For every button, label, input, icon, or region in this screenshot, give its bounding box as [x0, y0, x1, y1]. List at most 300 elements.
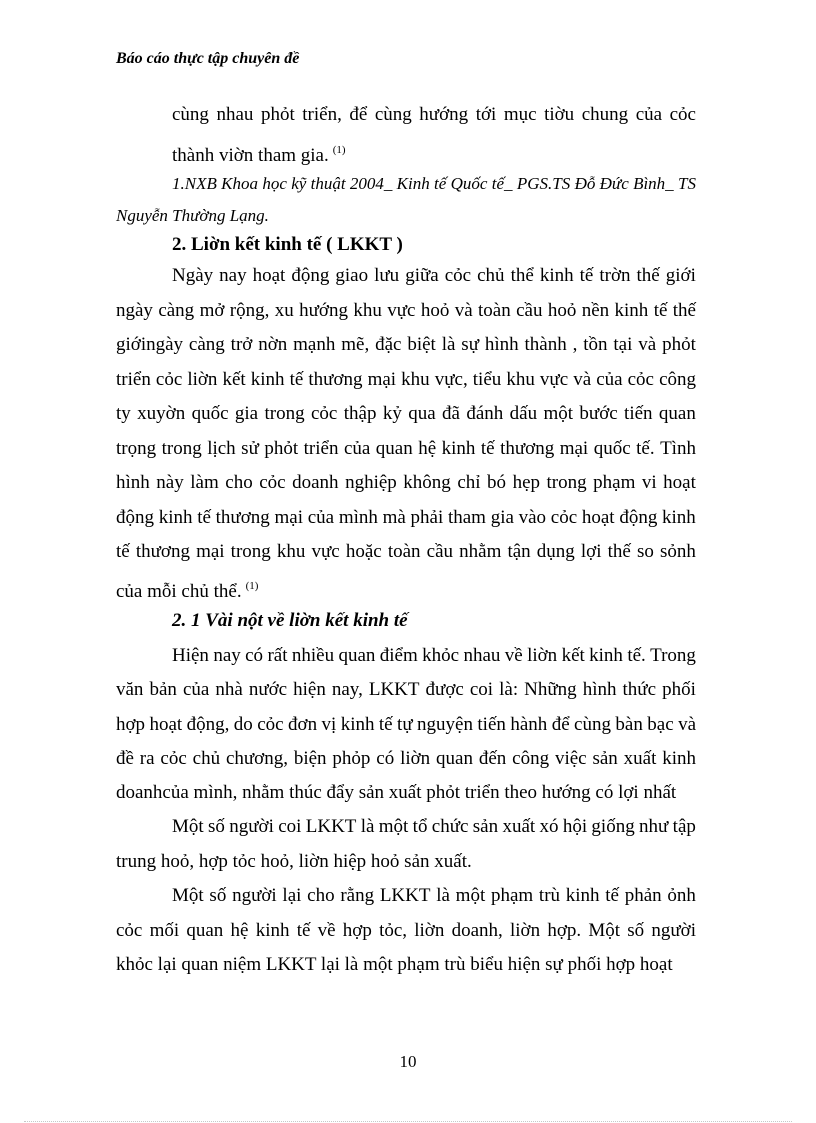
word: hoặc	[345, 541, 382, 562]
word: sản	[592, 748, 618, 769]
word: động	[619, 507, 658, 528]
word: hoạt	[252, 265, 286, 286]
word: bước	[579, 403, 618, 424]
word: bàn	[615, 714, 643, 735]
word: là:	[499, 679, 519, 700]
word: động,	[186, 714, 230, 735]
word: tế	[197, 507, 211, 528]
word: trờn	[599, 265, 631, 286]
word: hợp	[116, 714, 146, 735]
word: điểm	[379, 645, 418, 666]
word: vực	[311, 541, 340, 562]
word: công	[512, 748, 550, 769]
word: lịch	[207, 438, 236, 459]
word: thương	[500, 438, 555, 459]
word: hành	[510, 714, 548, 735]
text-line	[116, 437, 696, 461]
word: học	[262, 174, 287, 193]
word: trong	[161, 438, 202, 459]
word: cỏc	[550, 507, 578, 528]
word: nhau	[463, 645, 501, 666]
word: phạm	[593, 472, 636, 493]
word: hợp.	[547, 920, 582, 941]
word: vào	[518, 507, 547, 528]
text-line	[172, 103, 696, 127]
word: tiờu	[544, 104, 575, 125]
word: kinh	[340, 714, 375, 735]
word: coi	[278, 816, 302, 837]
word: hình	[582, 679, 617, 700]
word: phỏt	[662, 334, 696, 355]
page-number: 10	[399, 1052, 417, 1071]
text-line	[116, 574, 258, 604]
word: hướng	[299, 300, 348, 321]
word: của	[635, 104, 663, 125]
word: và	[454, 300, 473, 321]
word: đã	[442, 403, 460, 424]
word: được	[425, 679, 464, 700]
word: LKKT	[305, 816, 357, 837]
word: nền	[581, 300, 610, 321]
word: thương	[135, 541, 190, 562]
word: tế	[605, 885, 619, 906]
word: là	[360, 816, 375, 837]
word: tế	[480, 438, 495, 459]
text-line	[116, 402, 696, 426]
word: cỏc	[310, 403, 338, 424]
word: thế	[636, 265, 660, 286]
word: Một	[172, 885, 204, 906]
word: vi	[641, 472, 657, 493]
word: cỏc	[160, 748, 187, 769]
word: nay	[213, 645, 241, 666]
word: hoạt	[149, 714, 183, 735]
word: mại	[196, 541, 225, 562]
word: PGS.TS	[516, 174, 571, 193]
word: để	[349, 104, 368, 125]
word: đặc	[375, 334, 402, 355]
word: trù	[538, 885, 561, 906]
word: chủ	[477, 265, 505, 286]
text-line	[116, 540, 696, 564]
word: chức	[431, 816, 469, 837]
word: tự	[397, 714, 413, 735]
word: sử	[241, 438, 259, 459]
word: cho	[225, 472, 253, 493]
word: biện	[293, 748, 327, 769]
word: mà	[382, 507, 406, 528]
word: khu	[401, 369, 430, 390]
word: kết	[222, 369, 246, 390]
word: số	[209, 885, 227, 906]
word: số	[627, 920, 645, 941]
word: tới	[475, 104, 497, 125]
word: của	[596, 369, 623, 390]
word: xuyờn	[137, 403, 186, 424]
footnote-line	[172, 172, 696, 196]
word: thức	[622, 679, 657, 700]
word: chương,	[225, 748, 288, 769]
word: mình	[338, 507, 378, 528]
word: lại	[282, 885, 302, 906]
word: cỏc	[116, 920, 143, 941]
word: và	[573, 369, 592, 390]
word: quan	[375, 438, 413, 459]
word: kinh	[662, 507, 696, 528]
word: kỷ	[382, 403, 402, 424]
word: đánh	[466, 403, 504, 424]
text-line	[172, 815, 696, 839]
word: càng	[188, 334, 225, 355]
word: tập	[672, 816, 696, 837]
word: mại	[559, 438, 589, 459]
text-segment: của mỗi chủ thể.	[116, 581, 242, 602]
word: đơn	[288, 714, 318, 735]
word: toàn	[478, 300, 511, 321]
word: cùng	[374, 104, 412, 125]
word: có	[245, 645, 264, 666]
word: Kinh	[396, 174, 430, 193]
word: kỹ	[291, 174, 307, 193]
word: làm	[190, 472, 219, 493]
subsection-heading: 2. 1 Vài nột về liờn kết kinh tế	[172, 610, 408, 631]
word: tận	[507, 541, 531, 562]
word: phỏt	[264, 438, 299, 459]
word: kinh	[539, 265, 574, 286]
word: hình	[116, 472, 150, 493]
word: nờn	[258, 334, 288, 355]
word: vực,	[434, 369, 468, 390]
word: nhiều	[291, 645, 335, 666]
word: người	[232, 885, 277, 906]
word: tồn	[583, 334, 608, 355]
word: giữa	[405, 265, 439, 286]
word: qua	[408, 403, 436, 424]
word: rộng,	[229, 300, 270, 321]
document-header-title: Báo cáo thực tập chuyên đề	[116, 50, 300, 67]
word: cầu	[516, 300, 543, 321]
word: càng	[158, 300, 195, 321]
word: triển	[116, 369, 151, 390]
word: quan	[436, 748, 473, 769]
word: thuật	[310, 174, 346, 193]
text-line	[172, 644, 696, 668]
word: trong	[546, 472, 587, 493]
word: bạc	[647, 714, 674, 735]
footnote-reference: (1)	[332, 144, 346, 156]
word: để	[551, 714, 570, 735]
word: hướng	[419, 104, 469, 125]
word: LKKT	[368, 679, 420, 700]
word: có	[376, 748, 395, 769]
word: công	[659, 369, 696, 390]
word: doanh	[292, 472, 339, 493]
word: mại	[367, 369, 397, 390]
word: tế	[289, 369, 304, 390]
word: xó	[539, 816, 559, 837]
word: cỏc	[155, 369, 183, 390]
word: nhà	[215, 679, 243, 700]
word: nay	[219, 265, 247, 286]
word: so	[636, 541, 654, 562]
word: văn	[116, 679, 144, 700]
word: Một	[588, 920, 621, 941]
word: Một	[172, 816, 204, 837]
word: sự	[461, 334, 479, 355]
word: cỏc	[257, 714, 284, 735]
word: Khoa	[221, 174, 259, 193]
word: giao	[335, 265, 369, 286]
word: hệ	[230, 920, 249, 941]
word: lưu	[374, 265, 400, 286]
word: liờn	[414, 920, 445, 941]
word: vực	[387, 300, 416, 321]
word: nước	[248, 679, 288, 700]
word: ty	[116, 403, 131, 424]
word: ngày	[116, 300, 153, 321]
word: kinh	[441, 438, 476, 459]
word: như	[639, 816, 669, 837]
word: tham	[447, 507, 486, 528]
word: quan	[658, 403, 696, 424]
word: hoạt	[663, 472, 696, 493]
word: về	[317, 920, 336, 941]
word: Tình	[660, 438, 696, 459]
word: Trong	[650, 645, 696, 666]
word: tiểu	[472, 369, 502, 390]
word: kinh	[589, 645, 623, 666]
word: của	[343, 438, 371, 459]
word: về	[504, 645, 523, 666]
word: này	[156, 472, 184, 493]
word: là	[436, 885, 450, 906]
text-line	[116, 713, 696, 737]
word: toàn	[387, 541, 421, 562]
word: thập	[343, 403, 377, 424]
text-line: khỏc lại quan niệm LKKT lại là một phạm trù biểu hiện sự phối hợp hoạt	[116, 954, 673, 975]
word: vị	[321, 714, 337, 735]
text-line	[172, 264, 696, 288]
word: bó	[487, 472, 507, 493]
text-line	[116, 506, 696, 530]
word: gia	[234, 403, 259, 424]
word: cùng	[574, 714, 611, 735]
section-heading: 2. Liờn kết kinh tế ( LKKT )	[172, 234, 403, 255]
word: kinh	[565, 885, 600, 906]
word: hoạt	[581, 507, 615, 528]
word: TS	[678, 174, 696, 193]
word: Đức	[599, 174, 629, 193]
word: doanh,	[451, 920, 503, 941]
word: việc	[554, 748, 587, 769]
word: cỏc	[444, 265, 472, 286]
word: phối	[662, 679, 696, 700]
word: một	[543, 403, 574, 424]
word: coi	[469, 679, 494, 700]
word: phản	[624, 885, 662, 906]
word: mạnh	[293, 334, 336, 355]
word: số	[208, 816, 225, 837]
word: nhằm	[459, 541, 502, 562]
word: triển	[303, 438, 339, 459]
text-line	[116, 299, 696, 323]
text-line	[172, 884, 696, 908]
word: Bình_	[633, 174, 674, 193]
word: quan	[338, 645, 376, 666]
text-line: trung hoỏ, hợp tỏc hoỏ, liờn hiệp hoỏ sản xuất.	[116, 851, 472, 872]
word: kết	[561, 645, 585, 666]
word: khu	[276, 541, 306, 562]
word: cỏc	[669, 104, 696, 125]
word: cỏc	[627, 369, 654, 390]
word: triển,	[302, 104, 342, 125]
word: tế	[579, 265, 594, 286]
word: đề	[116, 748, 134, 769]
word: liờn	[400, 748, 431, 769]
word: xuất	[502, 816, 536, 837]
word: xu	[274, 300, 294, 321]
word: trong	[230, 541, 271, 562]
word: Hiện	[172, 645, 209, 666]
word: chủ	[192, 748, 221, 769]
word: sản	[472, 816, 499, 837]
word: tế	[116, 541, 130, 562]
word: hội	[562, 816, 588, 837]
word: quốc	[593, 438, 631, 459]
word: người	[229, 816, 274, 837]
word: thế	[607, 541, 631, 562]
word: không	[403, 472, 451, 493]
word: rằng	[340, 885, 375, 906]
word: nhau	[216, 104, 254, 125]
word: khỏc	[422, 645, 460, 666]
word: hệ	[418, 438, 437, 459]
word: tế	[653, 300, 668, 321]
word: chỉ	[457, 472, 481, 493]
word: tế.	[627, 645, 646, 666]
word: quan	[186, 920, 224, 941]
word: ỏnh	[667, 885, 696, 906]
word: hẹp	[512, 472, 540, 493]
text-line: doanhcủa mình, nhằm thúc đẩy sản xuất phỏt triển theo hướng có lợi nhất	[116, 782, 677, 803]
word: giớingày	[116, 334, 184, 355]
word: 2004_	[349, 174, 393, 193]
word: trở	[230, 334, 253, 355]
word: thương	[308, 369, 363, 390]
word: ,	[572, 334, 578, 355]
word: chung	[581, 104, 629, 125]
word: Quốc	[450, 174, 488, 193]
text-line	[116, 678, 696, 702]
word: tiến	[477, 714, 506, 735]
word: tế	[434, 174, 447, 193]
word: mục	[503, 104, 537, 125]
word: của	[182, 679, 210, 700]
text-line	[116, 919, 696, 943]
word: do	[233, 714, 253, 735]
word: liờn	[509, 920, 541, 941]
word: tổ	[412, 816, 428, 837]
word: trọng	[116, 438, 157, 459]
word: liờn	[527, 645, 558, 666]
word: kinh	[158, 507, 193, 528]
word: mở	[199, 300, 225, 321]
word: khu	[353, 300, 382, 321]
word: phạm	[490, 885, 534, 906]
word: tiến	[624, 403, 653, 424]
word: Ngày	[172, 265, 214, 286]
word: kinh	[662, 748, 696, 769]
word: và	[638, 334, 657, 355]
word: hình	[484, 334, 519, 355]
word: cỏc	[259, 472, 286, 493]
word: cầu	[426, 541, 454, 562]
footnote-line: Nguyễn Thường Lạng.	[116, 206, 269, 225]
word: một	[455, 885, 486, 906]
word: một	[378, 816, 409, 837]
word: kinh	[255, 920, 290, 941]
word: tại	[613, 334, 633, 355]
word: đến	[478, 748, 507, 769]
word: vực	[539, 369, 569, 390]
word: người	[651, 920, 696, 941]
word: quốc	[191, 403, 229, 424]
word: hoỏ	[420, 300, 450, 321]
text-line	[116, 747, 696, 771]
word: giống	[591, 816, 635, 837]
word: Những	[524, 679, 577, 700]
word: gia	[490, 507, 514, 528]
word: thương	[215, 507, 270, 528]
word: là	[441, 334, 456, 355]
word: tỏc,	[379, 920, 408, 941]
word: xuất	[623, 748, 657, 769]
word: 1.NXB	[172, 174, 217, 193]
word: thế	[672, 300, 696, 321]
word: sỏnh	[659, 541, 696, 562]
word: lợi	[580, 541, 602, 562]
word: tế	[296, 920, 311, 941]
word: mối	[149, 920, 180, 941]
word: phỏt	[260, 104, 295, 125]
word: mẽ,	[341, 334, 370, 355]
word: cho	[307, 885, 335, 906]
word: thể	[510, 265, 534, 286]
word: nguyện	[417, 714, 473, 735]
text-line	[116, 471, 696, 495]
word: thành	[524, 334, 567, 355]
footnote-reference: (1)	[245, 580, 259, 592]
word: cùng	[172, 104, 209, 125]
word: giới	[665, 265, 696, 286]
word: động	[116, 507, 154, 528]
word: Đỗ	[574, 174, 596, 193]
word: tế_	[491, 174, 513, 193]
text-line	[172, 138, 346, 168]
word: hợp	[342, 920, 372, 941]
word: phải	[410, 507, 444, 528]
word: tế.	[636, 438, 655, 459]
word: kinh	[614, 300, 649, 321]
word: phỏp	[332, 748, 371, 769]
word: LKKT	[379, 885, 431, 906]
text-line	[116, 333, 696, 357]
word: hiện	[293, 679, 326, 700]
word: nay,	[331, 679, 363, 700]
word: liờn	[187, 369, 218, 390]
word: động	[291, 265, 330, 286]
word: rất	[267, 645, 288, 666]
